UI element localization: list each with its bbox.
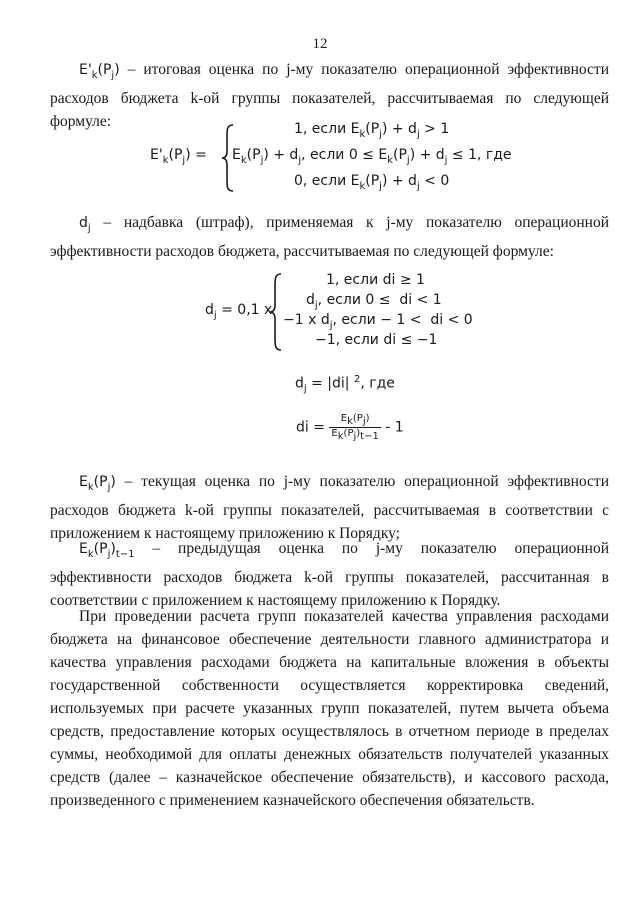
paragraph-text: – итоговая оценка по j-му показателю операционной эффективности расходов бюджета k-ой группы показателей, рассчитываемая по следующей формуле:: [50, 61, 609, 130]
symbol-e-prime-k: $E'_k(P_j)$: [79, 62, 120, 81]
formula-dj-abs: $d_j = |di|$ $^2$, где: [295, 374, 395, 395]
paragraph-bonus-definition: [50, 211, 609, 263]
symbol-ek-pj: $E_k(P_j)$: [79, 474, 116, 493]
formula-lhs: di =: [296, 419, 325, 436]
formula-case-2: $d_j$, если 0 ≤ di < 1: [306, 292, 442, 311]
formula-lhs: $d_j = 0,1$ x: [205, 302, 273, 321]
paragraph-current-score: [50, 470, 609, 545]
paragraph-text: – текущая оценка по j-му показателю операционной эффективности расходов бюджета k-ой группы показателей, рассчитываемая в соответствии с приложением к настоящему приложению к Порядку;: [50, 473, 609, 542]
fraction: [329, 413, 380, 442]
left-brace-icon: [269, 272, 283, 352]
page-number: 12: [312, 36, 328, 52]
formula-case-3: −1 x $d_j$, если − 1 < di < 0: [283, 312, 473, 331]
fraction-numerator: $E_k(P_j)$: [329, 413, 380, 428]
formula-case-1: 1, если di ≥ 1: [326, 272, 425, 288]
paragraph-text: – надбавка (штраф), применяемая к j-му показателю операционной эффективности расходов бюджета, рассчитываемая по следующей формуле:: [50, 214, 609, 260]
formula-lhs: $E'_k(P_j)$ =: [150, 147, 207, 166]
paragraph-correction-rule: При проведении расчета групп показателей качества управления расходами бюджета на финансовое обеспечение деятельности главного администратора и качества управления расходами бюджета на капитальные вложения в объекты государственной собственности осуществляется корректировка сведений, используемых при расчете указанных групп показателей, путем вычета объема средств, предоставление которых осуществлялось в отчетном периоде в пределах суммы, необходимой для оплаты денежных обязательств получателей указанных средств (далее – казначейское обеспечение обязательств), и кассового расхода, произведенного с применением казначейского обеспечения обязательств.: [50, 608, 609, 809]
formula-case-1: 1, если $E_k(P_j) + d_j > 1$: [294, 121, 450, 140]
paragraph-text: – предыдущая оценка по j-му показателю операционной эффективности расходов бюджета k-ой группы показателей, рассчитанная в соответствии с приложением к настоящему приложению к Порядку.: [50, 540, 609, 609]
formula-di-ratio: [296, 413, 404, 442]
formula-case-3: 0, если $E_k(P_j) + d_j < 0$: [294, 173, 450, 192]
formula-final-score: [150, 121, 510, 193]
formula-case-2: $E_k(P_j) + d_j$, если $0 \le E_k(P_j) + d_j \le 1$, где: [232, 147, 512, 166]
formula-rhs: - 1: [385, 419, 404, 436]
fraction-denominator: $E_k(P_j)_{t-1}$: [331, 428, 379, 442]
paragraph-previous-score: [50, 537, 609, 612]
formula-bonus: [205, 270, 473, 352]
formula-case-4: −1, если di ≤ −1: [315, 332, 438, 348]
symbol-ek-pj-prev: $E_k(P_j)_{t-1}$: [79, 541, 135, 560]
symbol-dj: $d_j$: [79, 215, 91, 234]
